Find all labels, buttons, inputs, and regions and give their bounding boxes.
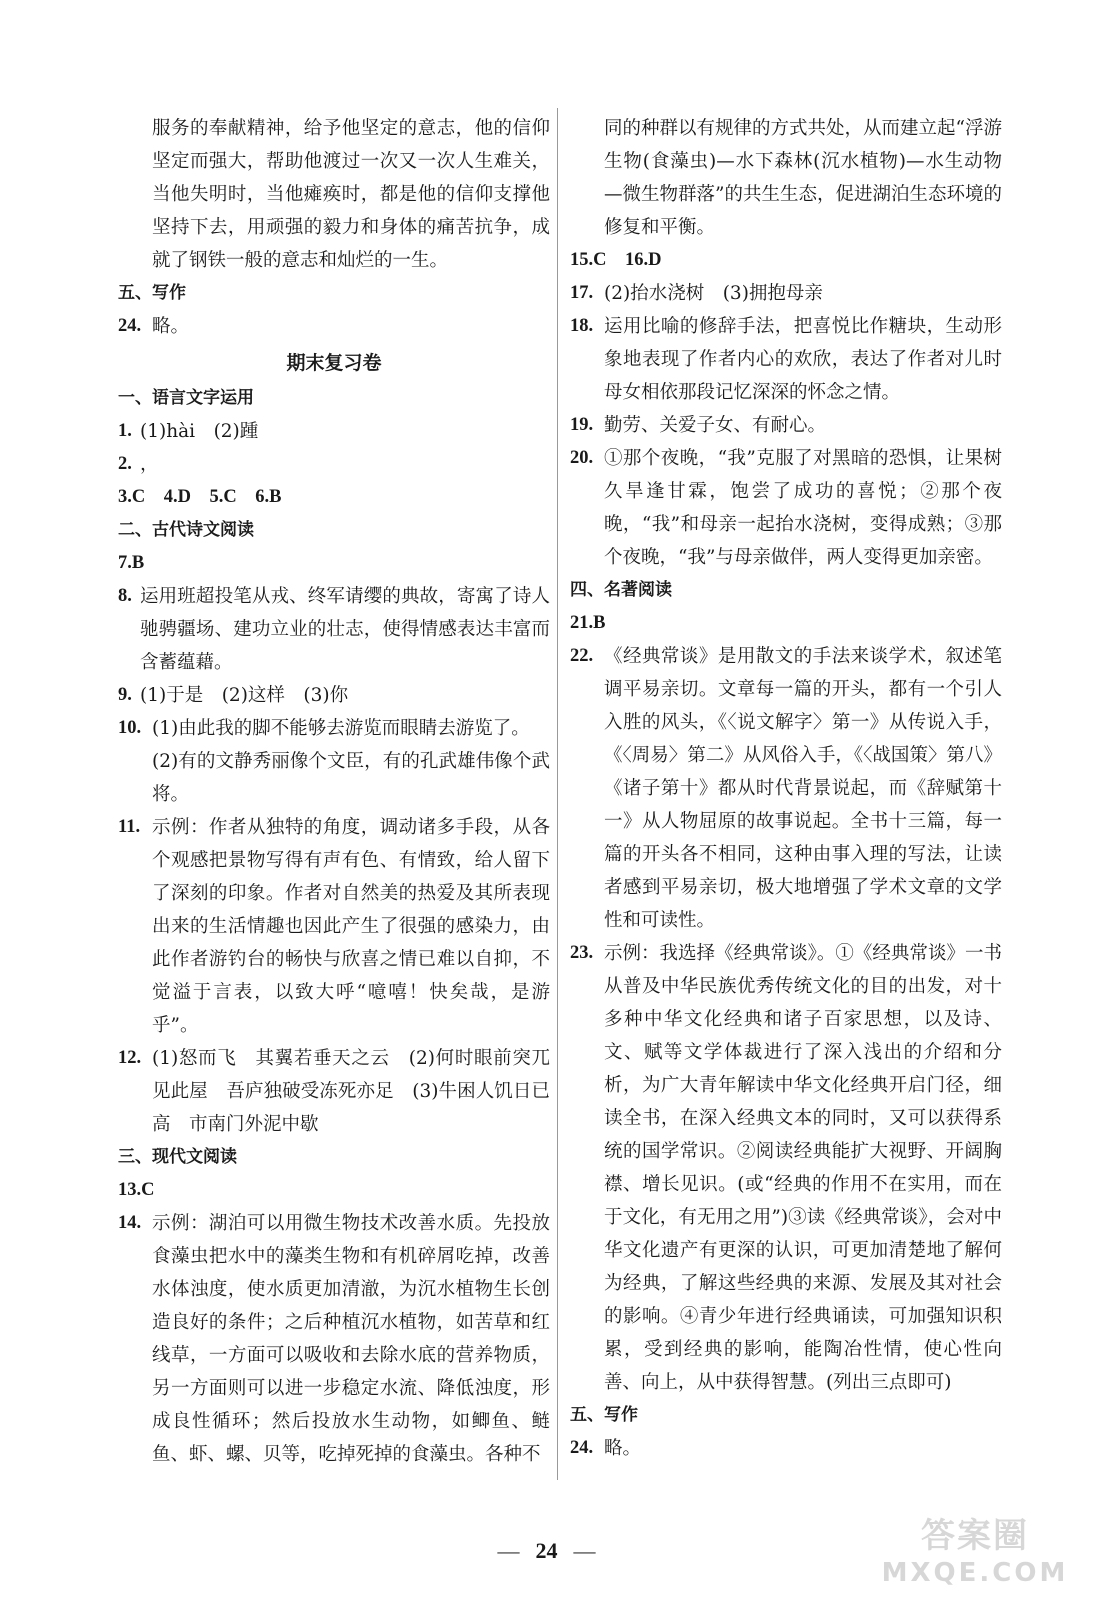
- answer-13: 13.C: [118, 1180, 155, 1200]
- answer-14: [118, 1207, 550, 1471]
- question-number: 12.: [118, 1048, 142, 1068]
- question-number: 2.: [118, 454, 132, 474]
- question-number: 20.: [570, 448, 594, 468]
- watermark-text-en: MXQE.COM: [881, 1558, 1069, 1588]
- answer-17: [570, 277, 1002, 310]
- answer-text: [152, 712, 550, 811]
- left-column: [118, 112, 550, 1471]
- right-column: [570, 112, 1002, 1465]
- question-number: 17.: [570, 283, 594, 303]
- answer-text: 示例：作者从独特的角度，调动诸多手段，从各个观感把景物写得有声有色、有情致，给人留下了深刻的印象。作者对自然美的热爱及其所表现出来的生活情趣也因此产生了很强的感染力，由此作者游钓台的畅快与欣喜之情已难以自抑，不觉溢于言表，以致大呼“噫嘻！快矣哉，是游乎”。: [152, 817, 550, 1036]
- answer-text: (1)于是 (2)这样 (3)你: [140, 685, 349, 706]
- section-heading-classics: 四、名著阅读: [570, 580, 672, 600]
- answer-20: [570, 442, 1002, 574]
- answer-12: [118, 1042, 550, 1141]
- answer-9: [118, 679, 550, 712]
- answer-text: 运用比喻的修辞手法，把喜悦比作糖块，生动形象地表现了作者内心的欢欣，表达了作者对儿时母女相依那段记忆深深的怀念之情。: [604, 316, 1002, 403]
- answer-10: [118, 712, 550, 811]
- answer-text: ①那个夜晚，“我”克服了对黑暗的恐惧，让果树久旱逢甘霖，饱尝了成功的喜悦；②那个夜晚，“我”和母亲一起抬水浇树，变得成熟；③那个夜晚，“我”与母亲做伴，两人变得更加亲密。: [604, 448, 1002, 568]
- answer-22: [570, 640, 1002, 937]
- answer-19: [570, 409, 1002, 442]
- answer-18: [570, 310, 1002, 409]
- answer-15-16: 15.C 16.D: [570, 250, 662, 270]
- question-number: 19.: [570, 415, 594, 435]
- answer-text: 略。: [604, 1438, 642, 1459]
- answer-1: [118, 415, 550, 448]
- exam-title: 期末复习卷: [286, 352, 382, 374]
- watermark-text-cn: 答案圈: [921, 1516, 1029, 1556]
- question-number: 10.: [118, 718, 142, 738]
- answer-24: [570, 1432, 1002, 1465]
- answer-14-continuation: 同的种群以有规律的方式共处，从而建立起“浮游生物(食藻虫)—水下森林(沉水植物)—水生动物—微生物群落”的共生生态，促进湖泊生态环境的修复和平衡。: [604, 118, 1002, 238]
- answer-21: 21.B: [570, 613, 606, 633]
- question-number: 14.: [118, 1213, 142, 1233]
- section-heading-ancient-poetry: 二、古代诗文阅读: [118, 520, 254, 540]
- section-heading-writing: 五、写作: [118, 283, 186, 303]
- answer-7: 7.B: [118, 553, 145, 573]
- answer-text: 《经典常谈》是用散文的手法来谈学术，叙述笔调平易亲切。文章每一篇的开头，都有一个引人入胜的风头，《〈说文解字〉第一》从传说入手，《〈周易〉第二》从风俗入手，《〈战国策〉第八》《诸子第十》都从时代背景说起，而《辞赋第十一》从人物屈原的故事说起。全书十三篇，每一篇的开头各不相同，这种由事入理的写法，让读者感到平易亲切，极大地增强了学术文章的文学性和可读性。: [604, 646, 1002, 931]
- answer-text: ，: [140, 454, 159, 475]
- answer-24: [118, 310, 550, 343]
- answer-text: (2)抬水浇树 (3)拥抱母亲: [604, 283, 823, 304]
- answer-text: (1)hài (2)踵: [140, 421, 259, 442]
- question-number: 22.: [570, 646, 594, 666]
- footer-dash-left: —: [497, 1538, 520, 1563]
- question-number: 8.: [118, 586, 132, 606]
- answer-part-2: (2)有的文静秀丽像个文臣，有的孔武雄伟像个武将。: [152, 751, 550, 805]
- answer-text: 示例：湖泊可以用微生物技术改善水质。先投放食藻虫把水中的藻类生物和有机碎屑吃掉，改善水体浊度，使水质更加清澈，为沉水植物生长创造良好的条件；之后种植沉水植物，如苦草和红线草，一方面可以吸收和去除水底的营养物质，另一方面则可以进一步稳定水流、降低浊度，形成良性循环；然后投放水生动物，如鲫鱼、鲢鱼、虾、螺、贝等，吃掉死掉的食藻虫。各种不: [152, 1213, 550, 1465]
- question-number: 9.: [118, 685, 132, 705]
- question-number: 23.: [570, 943, 594, 963]
- section-heading-modern-reading: 三、现代文阅读: [118, 1147, 237, 1167]
- footer-dash-right: —: [573, 1538, 596, 1563]
- answer-text: 示例：我选择《经典常谈》。①《经典常谈》一书从普及中华民族优秀传统文化的目的出发，对十多种中华文化经典和诸子百家思想，以及诗、文、赋等文学体裁进行了深入浅出的介绍和分析，为广大青年解读中华文化经典开启门径，细读全书，在深入经典文本的同时，又可以获得系统的国学常识。②阅读经典能扩大视野、开阔胸襟、增长见识。(或“经典的作用不在实用，而在于文化，有无用之用”)③读《经典常谈》，会对中华文化遗产有更深的认识，可更加清楚地了解何为经典，了解这些经典的来源、发展及其对社会的影响。④青少年进行经典诵读，可加强知识积累，受到经典的影响，能陶冶性情，使心性向善、向上，从中获得智慧。(列出三点即可): [604, 943, 1002, 1393]
- answer-23: [570, 937, 1002, 1399]
- answer-2: [118, 448, 550, 481]
- column-divider: [557, 108, 558, 1480]
- answer-text: 运用班超投笔从戎、终军请缨的典故，寄寓了诗人驰骋疆场、建功立业的壮志，使得情感表达丰富而含蓄蕴藉。: [140, 586, 550, 673]
- question-number: 11.: [118, 817, 141, 837]
- section-heading-language: 一、语言文字运用: [118, 388, 254, 408]
- answer-continuation: 服务的奉献精神，给予他坚定的意志，他的信仰坚定而强大，帮助他渡过一次又一次人生难关，当他失明时，当他瘫痪时，都是他的信仰支撑他坚持下去，用顽强的毅力和身体的痛苦抗争，成就了钢铁一般的意志和灿烂的一生。: [152, 118, 550, 271]
- answer-part-1: (1)由此我的脚不能够去游览而眼睛去游览了。: [152, 718, 530, 739]
- section-heading-writing: 五、写作: [570, 1405, 638, 1425]
- answer-3-6: 3.C 4.D 5.C 6.B: [118, 487, 282, 507]
- answer-11: [118, 811, 550, 1042]
- watermark-logo: [875, 1514, 1075, 1594]
- question-number: 18.: [570, 316, 594, 336]
- answer-text: 略。: [152, 316, 190, 337]
- answer-text: 勤劳、关爱子女、有耐心。: [604, 415, 827, 436]
- question-number: 24.: [570, 1438, 594, 1458]
- question-number: 1.: [118, 421, 132, 441]
- page-number: 24: [535, 1538, 558, 1563]
- question-number: 24.: [118, 316, 142, 336]
- answer-8: [118, 580, 550, 679]
- answer-text: (1)怒而飞 其翼若垂天之云 (2)何时眼前突兀见此屋 吾庐独破受冻死亦足 (3)牛困人饥日已高 市南门外泥中歇: [152, 1048, 550, 1135]
